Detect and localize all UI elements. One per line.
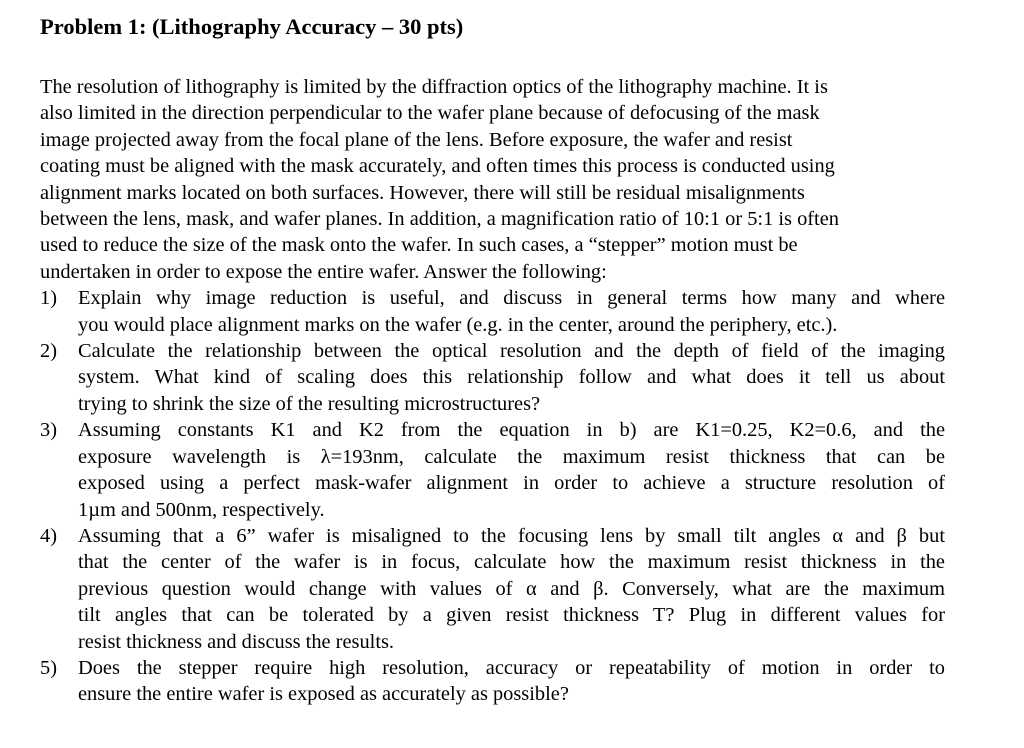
question-list: [40, 285, 945, 708]
question-line: Assuming constants K1 and K2 from the equation in b) are K1=0.25, K2=0.6, and the: [78, 419, 945, 442]
question-2: [40, 338, 945, 417]
question-number: 1): [40, 287, 57, 310]
question-line: Explain why image reduction is useful, and discuss in general terms how many and where: [78, 287, 945, 310]
question-line: ensure the entire wafer is exposed as accurately as possible?: [78, 683, 569, 706]
question-line: previous question would change with values of α and β. Conversely, what are the maximum: [78, 577, 945, 600]
question-line: exposure wavelength is λ=193nm, calculate the maximum resist thickness that can be: [78, 445, 945, 468]
question-4: [40, 523, 945, 655]
question-line: Calculate the relationship between the optical resolution and the depth of field of the imaging: [78, 340, 945, 363]
intro-paragraph: [40, 74, 945, 285]
question-line: Assuming that a 6” wafer is misaligned to the focusing lens by small tilt angles α and β but: [78, 524, 945, 547]
intro-line: used to reduce the size of the mask onto the wafer. In such cases, a “stepper” motion must be: [40, 234, 798, 257]
question-line: Does the stepper require high resolution, accuracy or repeatability of motion in order to: [78, 656, 945, 679]
question-line: resist thickness and discuss the results.: [78, 630, 395, 653]
question-line: you would place alignment marks on the wafer (e.g. in the center, around the periphery, etc.).: [78, 313, 838, 336]
question-3: [40, 417, 945, 523]
question-line: trying to shrink the size of the resulting microstructures?: [78, 392, 541, 415]
intro-line: The resolution of lithography is limited by the diffraction optics of the lithography machine. It is: [40, 76, 828, 98]
document-page: [40, 12, 945, 708]
intro-line: coating must be aligned with the mask accurately, and often times this process is conducted using: [40, 155, 835, 178]
intro-line: also limited in the direction perpendicular to the wafer plane because of defocusing of the mask: [40, 102, 820, 125]
question-number: 4): [40, 524, 57, 547]
question-number: 2): [40, 340, 57, 363]
question-5: [40, 655, 945, 708]
question-number: 5): [40, 656, 57, 679]
question-line: tilt angles that can be tolerated by a given resist thickness T? Plug in different values for: [78, 604, 945, 627]
question-number: 3): [40, 419, 57, 442]
intro-line: undertaken in order to expose the entire wafer. Answer the following:: [40, 260, 607, 283]
question-line: 1µm and 500nm, respectively.: [78, 498, 325, 521]
intro-line: between the lens, mask, and wafer planes. In addition, a magnification ratio of 10:1 or 5:1 is often: [40, 208, 839, 231]
question-line: system. What kind of scaling does this relationship follow and what does it tell us about: [78, 366, 945, 389]
problem-body: [40, 74, 945, 708]
intro-line: alignment marks located on both surfaces. However, there will still be residual misalignments: [40, 181, 805, 204]
question-1: [40, 285, 945, 338]
intro-line: image projected away from the focal plane of the lens. Before exposure, the wafer and resist: [40, 128, 793, 151]
question-line: exposed using a perfect mask-wafer alignment in order to achieve a structure resolution of: [78, 472, 945, 495]
question-line: that the center of the wafer is in focus, calculate how the maximum resist thickness in the: [78, 551, 945, 574]
problem-title: Problem 1: (Lithography Accuracy – 30 pts): [40, 14, 464, 39]
